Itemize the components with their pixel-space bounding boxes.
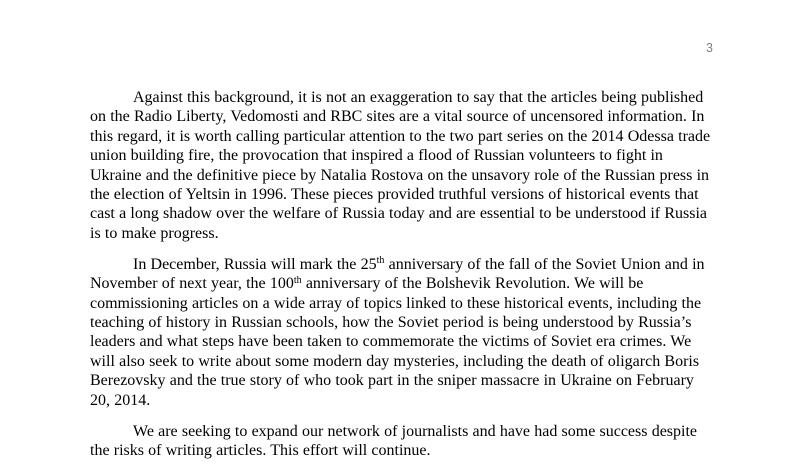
paragraph bbox=[90, 88, 714, 243]
document-body bbox=[90, 88, 714, 472]
paragraph-text: anniversary of the fall of the Soviet Union and in November of next year, the 100 bbox=[90, 255, 705, 293]
superscript-text: th bbox=[293, 274, 302, 286]
paragraph-text: anniversary of the Bolshevik Revolution. We will be commissioning articles on a wide array of topics linked to these historical events, including the teaching of history in Russian schools, how the Soviet period is being understood by Russia’s leaders and what steps have been taken to commemorate the victims of Soviet era crimes. We will also seek to write about some modern day mysteries, including the death of oligarch Boris Berezovsky and the true story of who took part in the sniper massacre in Ukraine on February 20, 2014. bbox=[90, 275, 702, 409]
paragraph-text: Against this background, it is not an exaggeration to say that the articles being published on the Radio Liberty, Vedomosti and RBC sites are a vital source of uncensored information. In this regard, it is worth calling particular attention to the two part series on the 2014 Odessa trade union building fire, the provocation that inspired a flood of Russian volunteers to fight in Ukraine and the definitive piece by Natalia Rostova on the unsavory role of the Russian press in the election of Yeltsin in 1996. These pieces provided truthful versions of historical events that cast a long shadow over the welfare of Russia today and are essential to be understood if Russia is to make progress. bbox=[90, 89, 711, 242]
paragraph-text: We are seeking to expand our network of journalists and have had some success despite the risks of writing articles. This effort will continue. bbox=[90, 422, 698, 459]
superscript-text: th bbox=[376, 255, 385, 267]
paragraph bbox=[90, 422, 714, 461]
paragraph bbox=[90, 255, 714, 410]
page-number: 3 bbox=[706, 41, 713, 55]
paragraph-text: In December, Russia will mark the 25 bbox=[133, 255, 377, 273]
